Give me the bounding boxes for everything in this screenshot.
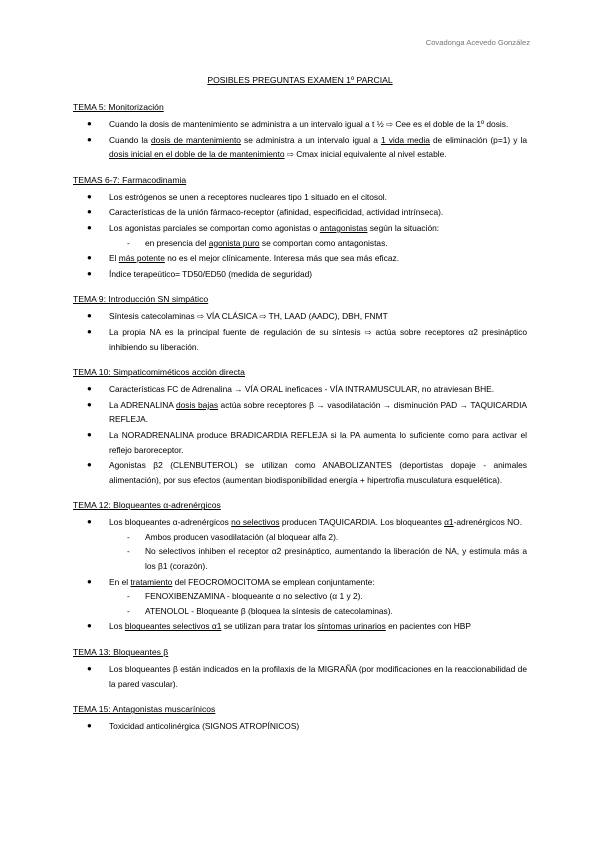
bullet-icon: ● — [87, 253, 92, 263]
bullet-icon: ● — [87, 191, 92, 201]
list-item — [73, 398, 527, 427]
item-text: Cuando la — [109, 134, 151, 145]
underlined-term: bloqueantes selectivos α1 — [124, 621, 222, 632]
list-item — [73, 117, 527, 132]
section-title: TEMA 9: Introducción SN simpático — [73, 294, 209, 305]
item-text: La NORADRENALINA produce BRADICARDIA REFLEJA si la PA aumenta lo suficiente como para activar el reflejo baroreceptor. — [109, 429, 527, 455]
item-text: En el — [109, 576, 131, 587]
item-text: Características FC de Adrenalina → VÍA ORAL ineficaces - VÍA INTRAMUSCULAR, no atraviesan BHE. — [109, 384, 495, 395]
item-text: producen TAQUICARDIA. Los bloqueantes — [279, 517, 445, 528]
item-text: Los estrógenos se unen a receptores nucleares tipo 1 situado en el citosol. — [109, 191, 387, 202]
underlined-term: dosis de mantenimiento — [151, 134, 241, 145]
sub-list-item — [73, 236, 527, 251]
list-item — [73, 133, 527, 162]
underlined-term: α1 — [444, 517, 454, 528]
bullet-icon: ● — [87, 134, 92, 144]
list-item — [73, 662, 527, 691]
bullet-icon: ● — [87, 429, 92, 439]
dash-icon: - — [127, 591, 130, 602]
dash-icon: - — [127, 546, 130, 557]
list-item — [73, 325, 527, 354]
bullet-icon: ● — [87, 399, 92, 409]
dash-icon: - — [127, 605, 130, 616]
bullet-icon: ● — [87, 222, 92, 232]
item-text: Cuando la dosis de mantenimiento se administra a un intervalo igual a t ½ ⇨ Cee es el doble de la 1º dosis. — [109, 119, 509, 129]
bullet-icon: ● — [87, 119, 92, 128]
list-item — [73, 267, 527, 282]
item-text: ATENOLOL - Bloqueante β (bloquea la síntesis de catecolaminas). — [145, 605, 393, 616]
item-text: en presencia del — [145, 237, 209, 248]
underlined-term: tratamiento — [130, 576, 173, 587]
section-tema-12 — [73, 500, 527, 634]
list-item — [73, 619, 527, 634]
item-text: del FEOCROMOCITOMA se emplean conjuntamente: — [172, 576, 375, 587]
underlined-term: más potente — [118, 253, 165, 264]
section-tema-10 — [73, 367, 527, 487]
item-text: se administra a un intervalo igual a — [240, 134, 381, 145]
document-title: POSIBLES PREGUNTAS EXAMEN 1º PARCIAL — [207, 75, 393, 85]
section-title: TEMA 10: Simpaticomiméticos acción directa — [73, 367, 245, 378]
list-item — [73, 382, 527, 397]
item-text: Toxicidad anticolinérgica (SIGNOS ATROPÍNICOS) — [109, 721, 300, 732]
item-text: La ADRENALINA — [109, 399, 176, 410]
item-text: ⇨ Cmax inicial equivalente al nivel estable. — [284, 149, 447, 160]
item-text: según la situación: — [367, 222, 440, 233]
item-text: se comportan como antagonistas. — [259, 237, 388, 248]
list-item — [73, 428, 527, 457]
section-title: TEMA 13: Bloqueantes β — [73, 647, 169, 658]
list-item — [73, 515, 527, 573]
section-title: TEMAS 6-7: Farmacodinamia — [73, 174, 187, 185]
underlined-term: 1 vida media — [380, 134, 430, 145]
underlined-term: síntomas urinarios — [317, 621, 386, 632]
list-item — [73, 719, 527, 734]
item-text: de eliminación (p=1) y la — [429, 134, 528, 145]
bullet-icon: ● — [87, 721, 92, 731]
bullet-icon: ● — [87, 621, 92, 631]
item-text: actúa sobre receptores β → vasodilatación → disminución PAD → TAQUICARDIA REFLEJA. — [109, 399, 527, 425]
section-tema-9 — [73, 294, 527, 354]
bullet-icon: ● — [87, 326, 92, 336]
underlined-term: dosis bajas — [175, 399, 219, 410]
section-tema-5 — [73, 102, 527, 162]
item-text: Ambos producen vasodilatación (al bloquear alfa 2). — [145, 531, 339, 542]
dash-icon: - — [127, 237, 130, 248]
bullet-icon: ● — [87, 268, 92, 278]
underlined-term: agonista puro — [208, 237, 260, 248]
bullet-icon: ● — [87, 460, 92, 470]
list-item — [73, 251, 527, 266]
bullet-icon: ● — [87, 576, 92, 586]
list-item — [73, 190, 527, 205]
item-text: FENOXIBENZAMINA - bloqueante α no selectivo (α 1 y 2). — [145, 591, 363, 602]
section-title: TEMA 12: Bloqueantes α-adrenérgicos — [73, 500, 221, 511]
bullet-icon: ● — [87, 517, 92, 527]
underlined-term: dosis inicial en el doble de la de mantenimiento — [109, 149, 285, 160]
item-text: no es el mejor clínicamente. Interesa más que sea más eficaz. — [164, 253, 400, 264]
list-item — [73, 458, 527, 487]
sub-list-item — [73, 604, 527, 619]
item-text: Agonistas β2 (CLENBUTEROL) se utilizan como ANABOLIZANTES (deportistas dopaje - animales alimentación), por sus efectos (aumentan biodisponibilidad energía + hipertrofia musculatura esquelética). — [109, 460, 527, 485]
list-item — [73, 205, 527, 220]
bullet-icon: ● — [87, 664, 92, 674]
item-text: Los bloqueantes α-adrenérgicos — [109, 517, 232, 528]
sub-list-item — [73, 589, 527, 604]
item-text: Índice terapeútico= TD50/ED50 (medida de seguridad) — [109, 268, 313, 279]
item-text: Los — [109, 621, 125, 632]
bullet-icon: ● — [87, 384, 92, 394]
section-title: TEMA 15: Antagonistas muscarínicos — [73, 704, 216, 715]
section-title: TEMA 5: Monitorización — [73, 102, 164, 112]
item-text: No selectivos inhiben el receptor α2 presináptico, aumentando la liberación de NA, y estimula más a los β1 (corazón). — [145, 546, 527, 572]
dash-icon: - — [127, 531, 130, 542]
item-text: Los agonistas parciales se comportan como agonistas o — [109, 222, 320, 233]
list-item — [73, 221, 527, 250]
sub-list-item — [73, 530, 527, 545]
item-text: Características de la unión fármaco-receptor (afinidad, especificidad, actividad intrínseca). — [109, 207, 444, 218]
item-text: se utilizan para tratar los — [221, 621, 318, 632]
document-content — [73, 102, 527, 747]
underlined-term: no selectivos — [231, 517, 280, 528]
item-text: La propia NA es la principal fuente de regulación de su síntesis ⇨ actúa sobre receptores α2 presináptico inhibiendo su liberación. — [109, 326, 527, 352]
item-text: -adrenérgicos NO. — [453, 517, 523, 528]
item-text: El — [109, 253, 119, 264]
section-tema-15 — [73, 704, 527, 734]
author-name: Covadonga Acevedo González — [425, 38, 530, 47]
section-tema-13 — [73, 647, 527, 691]
item-text: Los bloqueantes β están indicados en la profilaxis de la MIGRAÑA (por modificaciones en la reaccionabilidad de la pared vascular). — [109, 664, 527, 689]
list-item — [73, 309, 527, 324]
item-text: Síntesis catecolaminas ⇨ VÍA CLÁSICA ⇨ TH, LAAD (AADC), DBH, FNMT — [109, 311, 388, 322]
sub-list-item — [73, 544, 527, 573]
bullet-icon: ● — [87, 207, 92, 217]
underlined-term: antagonistas — [319, 222, 368, 233]
bullet-icon: ● — [87, 311, 92, 321]
section-temas-6-7 — [73, 175, 527, 282]
item-text: en pacientes con HBP — [385, 621, 471, 632]
list-item — [73, 575, 527, 619]
